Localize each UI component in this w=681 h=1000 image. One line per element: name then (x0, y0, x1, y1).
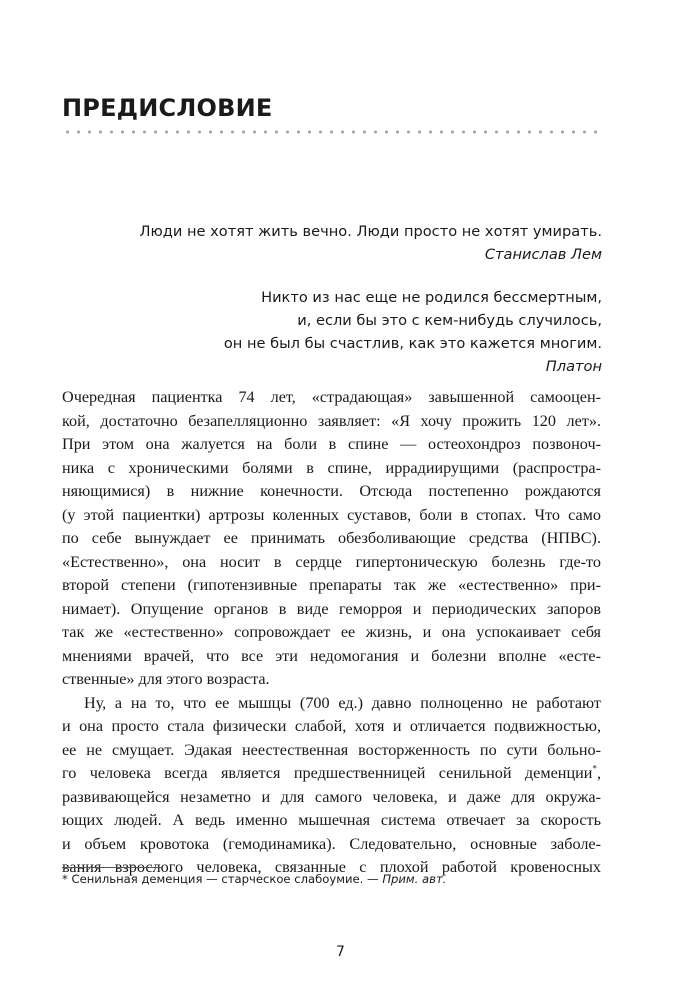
text-line: (у этой пациентки) артрозы коленных суставов, боли в стопах. Что само (62, 505, 601, 524)
footnote-text: * Сенильная деменция — старческое слабоумие. — (62, 872, 383, 886)
text-line: ственные» для этого возраста. (62, 670, 270, 688)
epigraph-lem (140, 220, 602, 266)
epigraph-line: Никто из нас еще не родился бессмертным, (261, 289, 602, 306)
epigraph-author: Станислав Лем (484, 246, 602, 263)
text-line: развивающейся незаметно и для самого человека, и даже для окружа- (62, 787, 601, 806)
text-line: по себе вынуждает ее принимать обезболивающие средства (НПВС). (62, 529, 601, 547)
footnote-attribution: Прим. авт. (382, 872, 447, 886)
punctuation: , (596, 764, 601, 782)
text-line: При этом она жалуется на боли в спине — остеохондроз позвоноч- (62, 435, 601, 453)
paragraph-1 (62, 386, 601, 692)
text-line: и объем кровотока (гемодинамика). Следовательно, основные заболе- (62, 834, 601, 853)
epigraph-line: он не был бы счастлив, как это кажется многим. (223, 335, 602, 352)
text-line: вания взрослого человека, связанные с плохой работой кровеносных (62, 858, 601, 876)
footnote-marker: * (592, 763, 597, 774)
footnote-rule (62, 867, 162, 868)
text-line-with-footnote (62, 762, 601, 786)
epigraph-author: Платон (545, 358, 602, 375)
text-line: Очередная пациентка 74 лет, «страдающая» завышенной самооцен- (62, 388, 601, 406)
text-line: кой, достаточно безапелляционно заявляет: «Я хочу прожить 120 лет». (62, 411, 601, 430)
text-line: и она просто стала физически слабой, хотя и отличается подвижностью, (62, 717, 601, 735)
body-text (62, 386, 601, 880)
epigraph-line: и, если бы это с кем-нибудь случилось, (297, 312, 602, 329)
text-line: ника с хроническими болями в спине, иррадиирущими (распростра- (62, 458, 601, 477)
text-line: го человека всегда является предшественницей сенильной деменции (62, 764, 593, 782)
dotted-divider (62, 130, 600, 134)
text-line: Ну, а на то, что ее мышцы (700 ед.) давно полноценно не работают (84, 693, 601, 712)
text-line: мнениями врачей, что все эти недомогания и болезни вполне «есте- (62, 646, 601, 665)
text-line: так же «естественно» сопровождает ее жизнь, и она успокаивает себя (62, 623, 601, 641)
text-line: няющимися) в нижние конечности. Отсюда постепенно рождаются (62, 482, 601, 500)
page-number: 7 (336, 944, 345, 960)
text-line: нимает). Опущение органов в виде геморроя и периодических запоров (62, 599, 601, 618)
text-line: «Естественно», она носит в сердце гипертоническую болезнь где-то (62, 552, 601, 571)
epigraph-plato (224, 286, 602, 378)
text-line: ющих людей. А ведь именно мышечная система отвечает за скорость (62, 811, 601, 829)
paragraph-2 (62, 692, 601, 880)
epigraph-line: Люди не хотят жить вечно. Люди просто не хотят умирать. (139, 223, 602, 240)
chapter-heading: ПРЕДИСЛОВИЕ (62, 94, 273, 122)
footnote (62, 872, 446, 886)
text-line: второй степени (гипотензивные препараты так же «естественно» при- (62, 576, 601, 594)
text-line: ее не смущает. Эдакая неестественная восторженность по сути больно- (62, 740, 601, 759)
